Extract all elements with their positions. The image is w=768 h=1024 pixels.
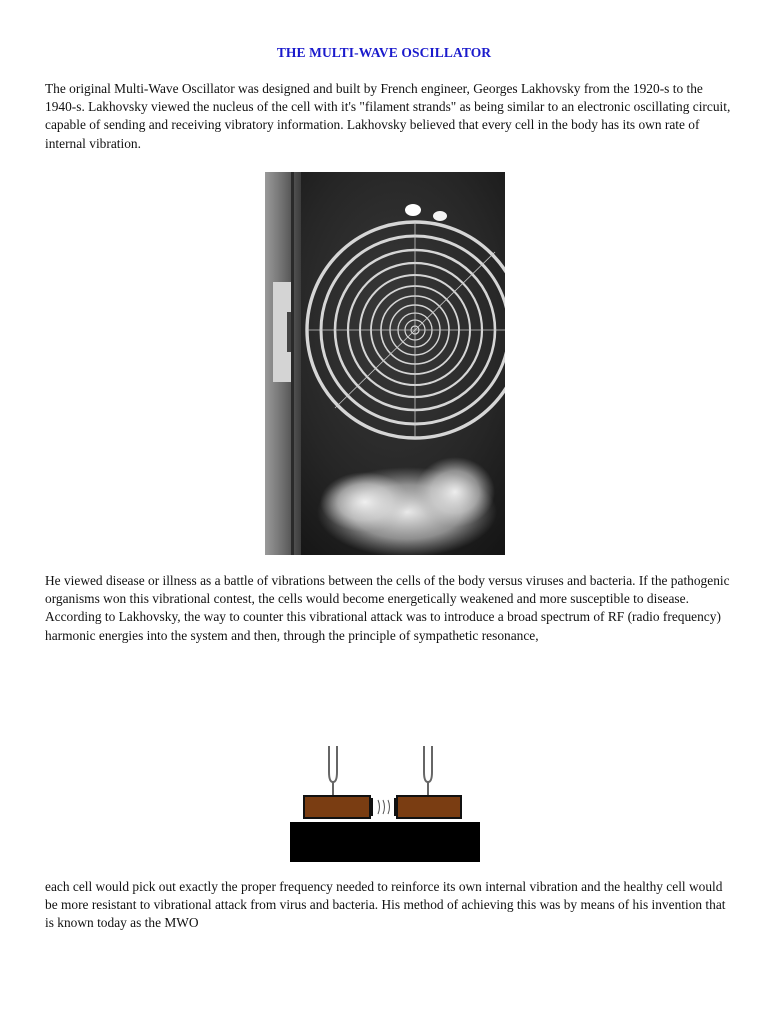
tuning-fork-diagram bbox=[289, 742, 481, 864]
tuning-fork-left bbox=[329, 746, 337, 796]
page-title: THE MULTI-WAVE OSCILLATOR bbox=[276, 45, 492, 60]
paragraph-intro: The original Multi-Wave Oscillator was designed and built by French engineer, Georges Lakhovsky from the 1920-s to the 1940-s. Lakhovsky viewed the nucleus of the cell with it's "filament strands" as being similar to an electronic oscillating circuit, capable of sending and receiving vibratory information. Lakhovsky believed that every cell in the body has its own rate of internal vibration. bbox=[45, 81, 731, 151]
paragraph-disease: He viewed disease or illness as a battle of vibrations between the cells of the body versus viruses and bacteria. If the pathogenic organisms won this vibrational contest, the cells would become energetically weakened and more susceptible to disease. According to Lakhovsky, the way to counter this vibrational attack was to introduce a broad spectrum of RF (radio frequency) harmonic energies into the system and then, through the principle of sympathetic resonance, bbox=[45, 573, 730, 643]
mwo-photo bbox=[265, 172, 505, 555]
resonator-box-right bbox=[397, 796, 461, 818]
sound-wave-lines bbox=[378, 800, 390, 814]
paragraph-resonance: each cell would pick out exactly the proper frequency needed to reinforce its own internal vibration and the healthy cell would be more resistant to vibrational attack from virus and bacteria. His method of achieving this was by means of his invention that is known today as the MWO bbox=[45, 879, 726, 931]
tuning-fork-right bbox=[424, 746, 432, 796]
black-base bbox=[290, 822, 480, 862]
resonator-box-left bbox=[304, 796, 370, 818]
